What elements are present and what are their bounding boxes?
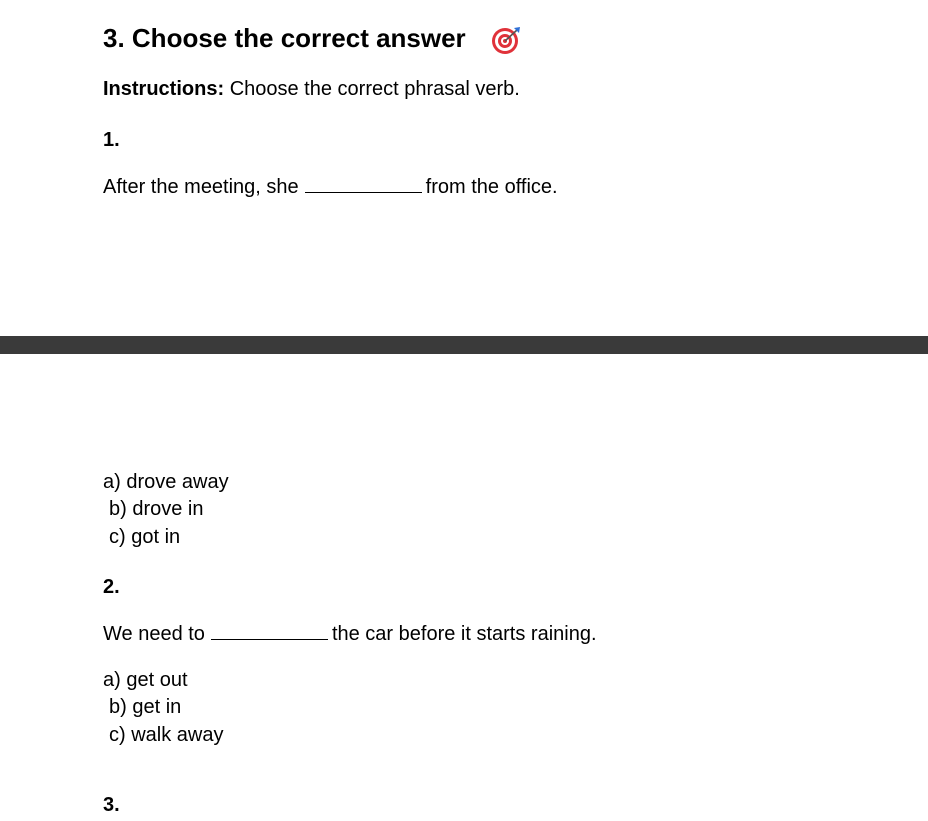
sentence-after: from the office. — [425, 176, 558, 198]
answer-blank — [305, 174, 422, 193]
option-b: b) get in — [109, 696, 182, 718]
page-break-divider — [0, 336, 928, 354]
instructions-text: Choose the correct phrasal verb. — [229, 78, 520, 100]
option-c: c) got in — [109, 526, 181, 548]
instructions — [103, 77, 520, 101]
sentence-after: the car before it starts raining. — [331, 623, 597, 645]
option-c: c) walk away — [109, 724, 224, 746]
question-number: 1. — [103, 129, 120, 151]
option-a: a) drove away — [103, 471, 229, 493]
sentence-before: We need to — [103, 623, 205, 645]
page-title: 3. Choose the correct answer — [103, 23, 466, 53]
option-b: b) drove in — [109, 498, 204, 520]
target-icon — [490, 25, 522, 55]
question-sentence — [103, 621, 597, 646]
option-a: a) get out — [103, 669, 188, 691]
instructions-label: Instructions: — [103, 78, 225, 100]
sentence-before: After the meeting, she — [103, 176, 299, 198]
question-number: 2. — [103, 576, 120, 598]
answer-blank — [211, 621, 328, 640]
question-number: 3. — [103, 794, 120, 816]
question-sentence — [103, 174, 558, 199]
